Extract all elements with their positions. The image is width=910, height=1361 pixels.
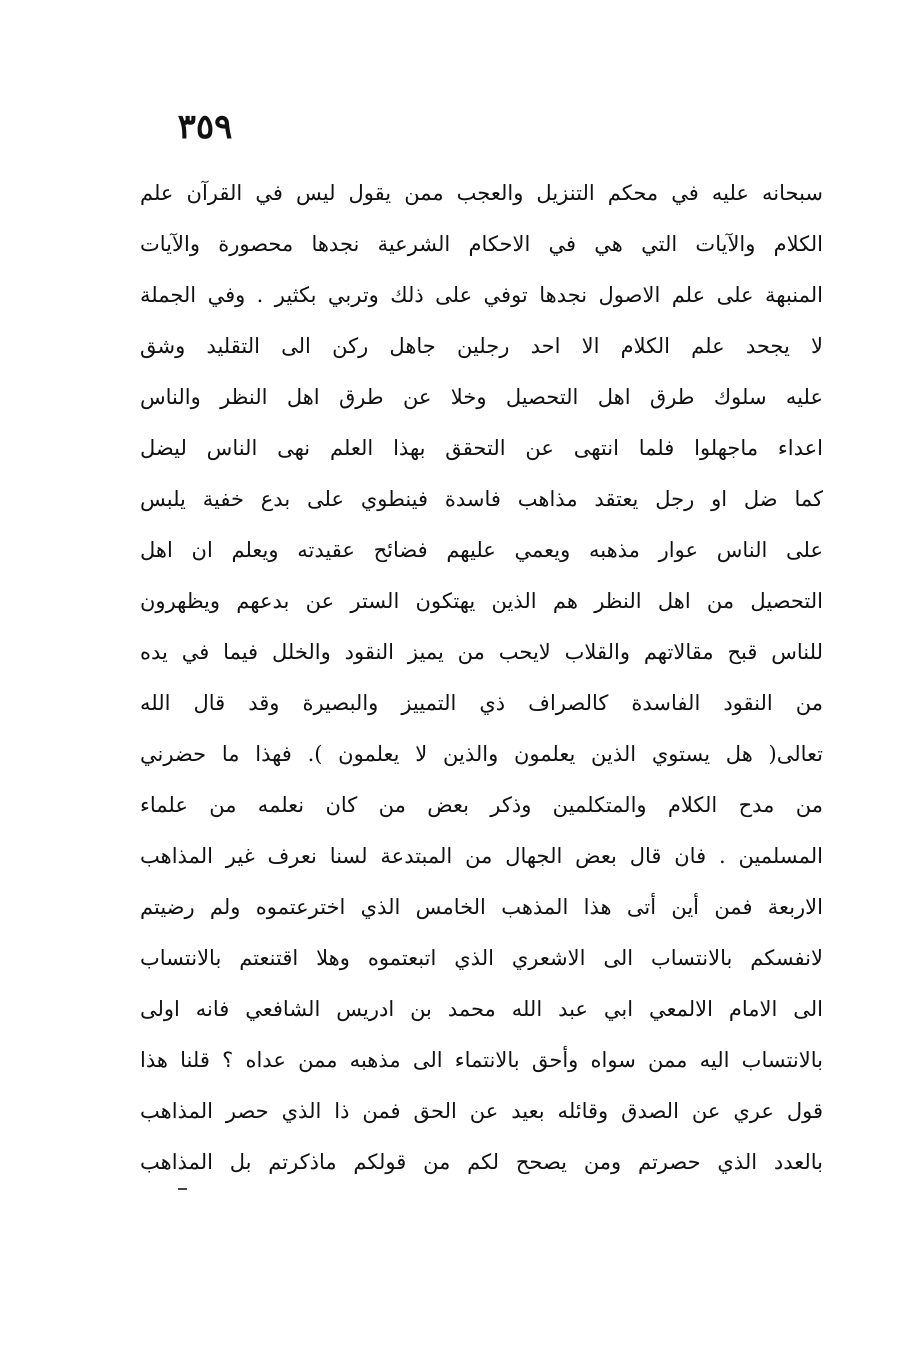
text-line: بالانتساب اليه ممن سواه وأحق بالانتماء الى مذهبه ممن عداه ؟ قلنا هذا [140,1048,823,1072]
body-text [140,168,823,1188]
text-line: الاربعة فمن أين أتى هذا المذهب الخامس الذي اخترعتموه ولم رضيتم [140,895,823,919]
ink-speck [178,1188,187,1190]
text-line: قول عري عن الصدق وقائله بعيد عن الحق فمن ذا الذي حصر المذاهب [140,1099,823,1123]
text-line: لا يجحد علم الكلام الا احد رجلين جاهل ركن الى التقليد وشق [140,334,823,358]
text-line: اعداء ماجهلوا فلما انتهى عن التحقق بهذا العلم نهى الناس ليضل [140,436,823,460]
text-line: كما ضل او رجل يعتقد مذاهب فاسدة فينطوي على بدع خفية يلبس [140,487,823,511]
text-line: الكلام والآيات التي هي في الاحكام الشرعية نجدها محصورة والآيات [140,232,823,256]
text-line: على الناس عوار مذهبه ويعمي عليهم فضائح عقيدته ويعلم ان اهل [140,538,823,562]
text-line: عليه سلوك طرق اهل التحصيل وخلا عن طرق اهل النظر والناس [140,385,823,409]
page-number: ٣٥٩ [177,107,233,147]
text-line: من النقود الفاسدة كالصراف ذي التمييز والبصيرة وقد قال الله [140,691,823,715]
text-line: بالعدد الذي حصرتم ومن يصحح لكم من قولكم ماذكرتم بل المذاهب [140,1150,823,1174]
text-line: لانفسكم بالانتساب الى الاشعري الذي اتبعتموه وهلا اقتنعتم بالانتساب [140,946,823,970]
text-line: من مدح الكلام والمتكلمين وذكر بعض من كان نعلمه من علماء [140,793,823,817]
text-line: للناس قبح مقالاتهم والقلاب لايحب من يميز النقود والخلل فيما في يده [140,640,823,664]
text-line: المسلمين . فان قال بعض الجهال من المبتدعة لسنا نعرف غير المذاهب [140,844,823,868]
text-line: الى الامام الالمعي ابي عبد الله محمد بن ادريس الشافعي فانه اولى [140,997,823,1021]
text-line: سبحانه عليه في محكم التنزيل والعجب ممن يقول ليس في القرآن علم [140,181,823,205]
text-line: المنبهة على علم الاصول نجدها توفي على ذلك وتربي بكثير . وفي الجملة [140,283,823,307]
text-line: تعالى( هل يستوي الذين يعلمون والذين لا يعلمون ). فهذا ما حضرني [140,742,823,766]
text-line: التحصيل من اهل النظر هم الذين يهتكون الستر عن بدعهم ويظهرون [140,589,823,613]
